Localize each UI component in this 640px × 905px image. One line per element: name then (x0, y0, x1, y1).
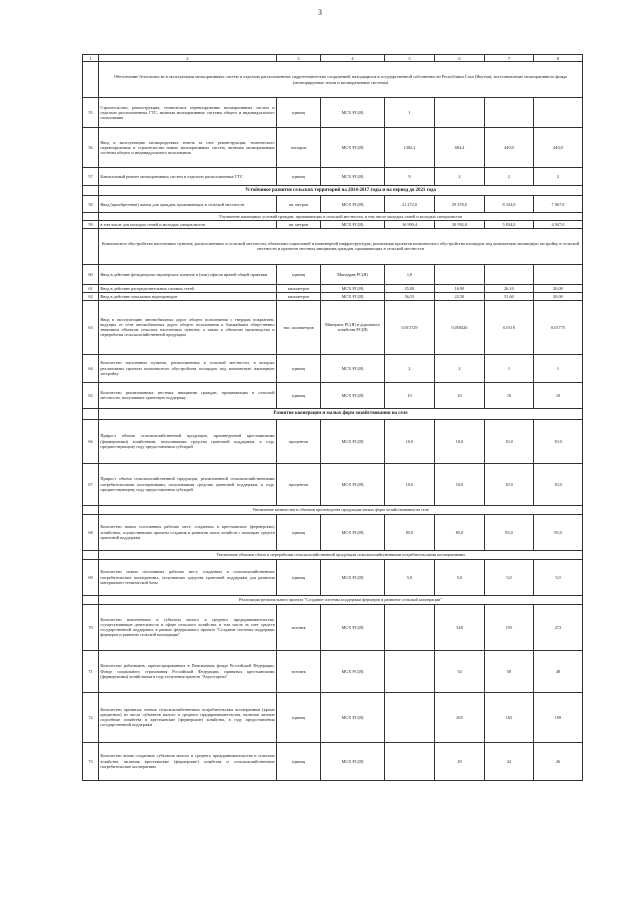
target-value: 440,0 (534, 128, 583, 168)
subsection-heading: Увеличение объемов сбыта и переработки сельскохозяйственной продукции сельскохозяйственными потребительскими кооперативами (99, 550, 583, 559)
indicator-description: Ввод в действие фельдшерско-акушерских пунктов и (или) офисов врачей общей практики (99, 264, 277, 284)
target-value: 0,0118 (485, 300, 534, 354)
unit-of-measure: единиц (277, 742, 321, 780)
section-spacer (83, 228, 99, 264)
column-number-cell: 2 (99, 55, 277, 62)
indicator-row (83, 292, 583, 300)
target-value: 56,55 (385, 292, 435, 300)
target-value: 272 (534, 604, 583, 650)
target-value: 1,0 (385, 264, 435, 284)
row-number: 69 (83, 559, 99, 595)
target-value: 10 (485, 382, 534, 408)
column-number-cell: 5 (385, 55, 435, 62)
target-value: 2 (435, 354, 485, 382)
target-value: 20,00 (534, 284, 583, 292)
target-value: 5,0 (435, 559, 485, 595)
row-number: 67 (83, 463, 99, 505)
column-number-cell: 1 (83, 55, 99, 62)
indicators-table-wrapper (82, 54, 582, 781)
section-heading-row (83, 186, 583, 196)
target-value: 198 (534, 692, 583, 742)
target-value: 32 (485, 742, 534, 780)
subsection-heading-row (83, 228, 583, 264)
target-value: 10,0 (385, 419, 435, 463)
unit-of-measure: гектаров (277, 128, 321, 168)
indicator-row (83, 514, 583, 550)
target-value: 58 (485, 650, 534, 692)
section-spacer (83, 595, 99, 604)
section-spacer (83, 550, 99, 559)
responsible-executor: МСХ РС(Я) (321, 220, 385, 228)
target-value: 26,10 (485, 284, 534, 292)
row-number: 66 (83, 419, 99, 463)
responsible-executor: МСХ РС(Я) (321, 692, 385, 742)
row-number: 73 (83, 742, 99, 780)
target-value (485, 264, 534, 284)
unit-of-measure: тыс. километров (277, 300, 321, 354)
section-heading: Устойчивое развитие сельских территорий на 2014-2017 годы и на период до 2021 года (99, 186, 583, 196)
responsible-executor: МСХ РС(Я) (321, 284, 385, 292)
subsection-heading: Увеличение количества и объемов производства продукции малых форм хозяйствования на селе (99, 505, 583, 514)
target-value (385, 604, 435, 650)
column-number-cell: 6 (435, 55, 485, 62)
subsection-heading-row (83, 505, 583, 514)
indicator-description: Строительство, реконструкция, техническое перевооружение мелиоративных систем и отдельно расположенных ГТС, включая мелиоративные системы общего и индивидуального пользования (99, 98, 277, 128)
indicator-row (83, 300, 583, 354)
target-value: 5,0 (485, 559, 534, 595)
section-spacer (83, 186, 99, 196)
row-number: 60 (83, 264, 99, 284)
target-value: 684,4 (435, 128, 485, 168)
section-spacer (83, 213, 99, 220)
row-number: 63 (83, 300, 99, 354)
target-value: 5,0 (534, 559, 583, 595)
indicator-row (83, 382, 583, 408)
indicator-row (83, 128, 583, 168)
target-value (435, 264, 485, 284)
responsible-executor: МСХ РС(Я) (321, 514, 385, 550)
unit-of-measure: человек (277, 650, 321, 692)
target-value: 10,0 (485, 419, 534, 463)
indicator-description: Количество населенных пунктов, расположенных в сельской местности, в которых реализованы проекты комплексного обустройства площадок под компактную жилищную застройку (99, 354, 277, 382)
target-value: 5 834,0 (485, 220, 534, 228)
responsible-executor: Минздрав РС(Я) (321, 264, 385, 284)
indicator-row (83, 264, 583, 284)
column-number-cell: 4 (321, 55, 385, 62)
target-value: 95,0 (534, 514, 583, 550)
responsible-executor: МСХ РС(Я) (321, 98, 385, 128)
subsection-heading-row (83, 62, 583, 98)
subsection-heading: Комплексное обустройство населенных пунктов, расположенных в сельской местности, объектами социальной и инженерной инфраструктуры; реализация проектов комплексного обустройства площадок под компактную жилищную застройку в сельской местности и проектов местных инициатив граждан, проживающих в сельской местности (99, 228, 583, 264)
column-number-cell: 7 (485, 55, 534, 62)
page-number: 3 (318, 8, 322, 17)
column-number-cell: 8 (534, 55, 583, 62)
indicator-description: Прирост объема сельскохозяйственной продукции, реализованной сельскохозяйственными потребительскими кооперативами, получившими средства грантовой поддержки, к году, предшествующему году предоставления субсидий (99, 463, 277, 505)
subsection-heading: Реализация регионального проекта "Создание системы поддержки фермеров и развитие сельской кооперации" (99, 595, 583, 604)
unit-of-measure: процентов (277, 463, 321, 505)
target-value: 10 (385, 382, 435, 408)
unit-of-measure: километров (277, 284, 321, 292)
unit-of-measure: единиц (277, 98, 321, 128)
subsection-heading: Улучшение жилищных условий граждан, проживающих в сельской местности, в том числе молодых семей и молодых специалистов (99, 213, 583, 220)
unit-of-measure: единиц (277, 264, 321, 284)
row-number: 56 (83, 128, 99, 168)
indicator-row (83, 650, 583, 692)
target-value: 440,0 (485, 128, 534, 168)
section-spacer (83, 62, 99, 98)
target-value (435, 98, 485, 128)
responsible-executor: МСХ РС(Я) (321, 128, 385, 168)
responsible-executor: МСХ РС(Я) (321, 463, 385, 505)
target-value: 26 (534, 742, 583, 780)
indicator-description: Количество вовлеченных в субъекты малого и среднего предпринимательства, осуществляющие деятельность в сфере сельского хозяйства, в том числе за счет средств государственной поддержки, в рамках федерального проекта "Создание системы поддержки фермеров и развитие сельской кооперации" (99, 604, 277, 650)
responsible-executor: МСХ РС(Я) (321, 419, 385, 463)
row-number: 72 (83, 692, 99, 742)
target-value: 10,0 (485, 463, 534, 505)
table-body (83, 55, 583, 781)
target-value: 10,0 (534, 419, 583, 463)
row-number: 55 (83, 98, 99, 128)
unit-of-measure: кв. метров (277, 196, 321, 213)
target-value: 16,90 (435, 284, 485, 292)
indicator-description: Прирост объема сельскохозяйственной продукции, произведенной крестьянскими (фермерскими) хозяйствами, получившими средства грантовой поддержки, к году, предшествующему году предоставления субсидий (99, 419, 277, 463)
target-value: 1 (534, 354, 583, 382)
row-number: 59 (83, 220, 99, 228)
target-value (485, 98, 534, 128)
target-value (385, 692, 435, 742)
indicator-row (83, 559, 583, 595)
target-value: 54 (435, 650, 485, 692)
responsible-executor: МСХ РС(Я) (321, 559, 385, 595)
target-value: 10,0 (435, 419, 485, 463)
target-value (385, 650, 435, 692)
target-value: 2 (485, 168, 534, 186)
target-value (534, 264, 583, 284)
target-value: 10 (534, 382, 583, 408)
unit-of-measure: процентов (277, 419, 321, 463)
indicator-description: Количество вновь созданных субъектов малого и среднего предпринимательства в сельском хозяйстве, включая крестьянские (фермерские) хозяйства и сельскохозяйственные потребительские кооперативы (99, 742, 277, 780)
target-value: 0,058426 (435, 300, 485, 354)
section-heading: Развитие кооперации и малых форм хозяйствования на селе (99, 408, 583, 419)
indicator-description: Количество новых постоянных рабочих мест, созданных в сельскохозяйственных потребительских кооперативах, получивших средства грантовой поддержки для развития материально-технической базы (99, 559, 277, 595)
indicator-description: Количество работников, зарегистрированных в Пенсионном фонде Российской Федерации, Фонде социального страхования Российской Федерации, принятых крестьянскими (фермерскими) хозяйствами в году получения грантов "Агростартап" (99, 650, 277, 692)
row-number: 62 (83, 292, 99, 300)
target-value: 20 592,0 (435, 220, 485, 228)
row-number: 65 (83, 382, 99, 408)
unit-of-measure: единиц (277, 559, 321, 595)
responsible-executor: МСХ РС(Я) (321, 604, 385, 650)
unit-of-measure: километров (277, 292, 321, 300)
target-value: 29 (435, 742, 485, 780)
subsection-heading-row (83, 213, 583, 220)
target-value: 1382,2 (385, 128, 435, 168)
target-value: 5,0 (385, 559, 435, 595)
target-value: 4 947,0 (534, 220, 583, 228)
indicator-description: Ввод в эксплуатацию автомобильных дорог общего пользования с твердым покрытием, ведущих от сети автомобильных дорог общего пользования к ближайшим общественно значимым объектам сельских населенных пунктов, а также к объектам производства и переработки сельскохозяйственной продукции (99, 300, 277, 354)
target-value: 10,0 (385, 463, 435, 505)
responsible-executor: Минтранс РС(Я) и дорожного хозяйства РС(Я) (321, 300, 385, 354)
target-value: 29 376,0 (435, 196, 485, 213)
target-value: 10,0 (435, 463, 485, 505)
target-value: 195 (485, 604, 534, 650)
target-value: 1 (385, 98, 435, 128)
indicator-row (83, 354, 583, 382)
unit-of-measure: кв. метров (277, 220, 321, 228)
indicator-description: Ввод (приобретение) жилья для граждан, проживающих в сельской местности (99, 196, 277, 213)
target-value: 48 (534, 650, 583, 692)
indicator-row (83, 284, 583, 292)
target-value: 165 (485, 692, 534, 742)
target-value: 348 (435, 604, 485, 650)
unit-of-measure: единиц (277, 382, 321, 408)
target-value: 85,0 (385, 514, 435, 550)
responsible-executor: МСХ РС(Я) (321, 382, 385, 408)
indicator-row (83, 419, 583, 463)
target-value (534, 98, 583, 128)
target-value: 2 (534, 168, 583, 186)
target-value: 16 990,4 (385, 220, 435, 228)
responsible-executor: МСХ РС(Я) (321, 742, 385, 780)
indicator-row (83, 196, 583, 213)
target-value: 1 (485, 354, 534, 382)
indicator-description: Ввод в действие распределительных газовых сетей (99, 284, 277, 292)
unit-of-measure: единиц (277, 168, 321, 186)
responsible-executor: МСХ РС(Я) (321, 196, 385, 213)
target-value: 25,00 (385, 284, 435, 292)
unit-of-measure: единиц (277, 354, 321, 382)
target-value: 51,60 (485, 292, 534, 300)
target-value: 0,01775 (534, 300, 583, 354)
row-number: 61 (83, 284, 99, 292)
unit-of-measure: единиц (277, 692, 321, 742)
target-value: 30,00 (534, 292, 583, 300)
indicator-description: Количество реализованных местных инициатив граждан, проживающих в сельской местности, получивших грантовую поддержку (99, 382, 277, 408)
row-number: 57 (83, 168, 99, 186)
target-value: 2 (385, 354, 435, 382)
indicator-row (83, 220, 583, 228)
section-spacer (83, 408, 99, 419)
indicator-description: Количество принятых членов сельскохозяйственных потребительских кооперативов (кроме кредитных) из числа субъектов малого и среднего предпринимательства, включая личные подсобные хозяйства и крестьянские (фермерские) хозяйства, в году предоставления государственной поддержки (99, 692, 277, 742)
indicator-description: в том числе для молодых семей и молодых специалистов (99, 220, 277, 228)
section-spacer (83, 505, 99, 514)
indicator-row (83, 168, 583, 186)
indicators-table (82, 54, 583, 781)
indicator-description: Капитальный ремонт мелиоративных систем и отдельно расположенных ГТС (99, 168, 277, 186)
target-value: 7 067,0 (534, 196, 583, 213)
subsection-heading: Обеспечение безопасности в эксплуатации мелиоративных систем и отдельно расположенных гидротехнических сооружений, находящихся в государственной собственности Республики Саха (Якутия); восстановление мелиоративного фонда (мелиорируемые земли и мелиоративные системы) (99, 62, 583, 98)
column-number-row (83, 55, 583, 62)
target-value (385, 742, 435, 780)
responsible-executor: МСХ РС(Я) (321, 168, 385, 186)
responsible-executor: МСХ РС(Я) (321, 354, 385, 382)
subsection-heading-row (83, 595, 583, 604)
section-heading-row (83, 408, 583, 419)
target-value: 21 272,0 (385, 196, 435, 213)
indicator-description: Количество новых постоянных рабочих мест, созданных в крестьянских (фермерских) хозяйствах, осуществивших проекты создания и развития своих хозяйств с помощью средств грантовой поддержки (99, 514, 277, 550)
target-value: 9 (385, 168, 435, 186)
target-value: 0,015729 (385, 300, 435, 354)
indicator-row (83, 463, 583, 505)
target-value: 22,30 (435, 292, 485, 300)
target-value: 85,0 (485, 514, 534, 550)
unit-of-measure: единиц (277, 514, 321, 550)
subsection-heading-row (83, 550, 583, 559)
responsible-executor: МСХ РС(Я) (321, 650, 385, 692)
column-number-cell: 3 (277, 55, 321, 62)
target-value: 85,0 (435, 514, 485, 550)
target-value: 2 (435, 168, 485, 186)
row-number: 68 (83, 514, 99, 550)
target-value: 10,0 (534, 463, 583, 505)
responsible-executor: МСХ РС(Я) (321, 292, 385, 300)
indicator-row (83, 604, 583, 650)
row-number: 71 (83, 650, 99, 692)
row-number: 70 (83, 604, 99, 650)
indicator-row (83, 692, 583, 742)
target-value: 10 (435, 382, 485, 408)
target-value: 8 334,0 (485, 196, 534, 213)
row-number: 58 (83, 196, 99, 213)
indicator-description: Ввод в эксплуатацию мелиорируемых земель за счет реконструкции, технического перевооружения и строительства новых мелиоративных систем, включая мелиоративные системы общего и индивидуального пользования (99, 128, 277, 168)
indicator-row (83, 98, 583, 128)
indicator-row (83, 742, 583, 780)
row-number: 64 (83, 354, 99, 382)
unit-of-measure: человек (277, 604, 321, 650)
indicator-description: Ввод в действие локальных водопроводов (99, 292, 277, 300)
target-value: 265 (435, 692, 485, 742)
